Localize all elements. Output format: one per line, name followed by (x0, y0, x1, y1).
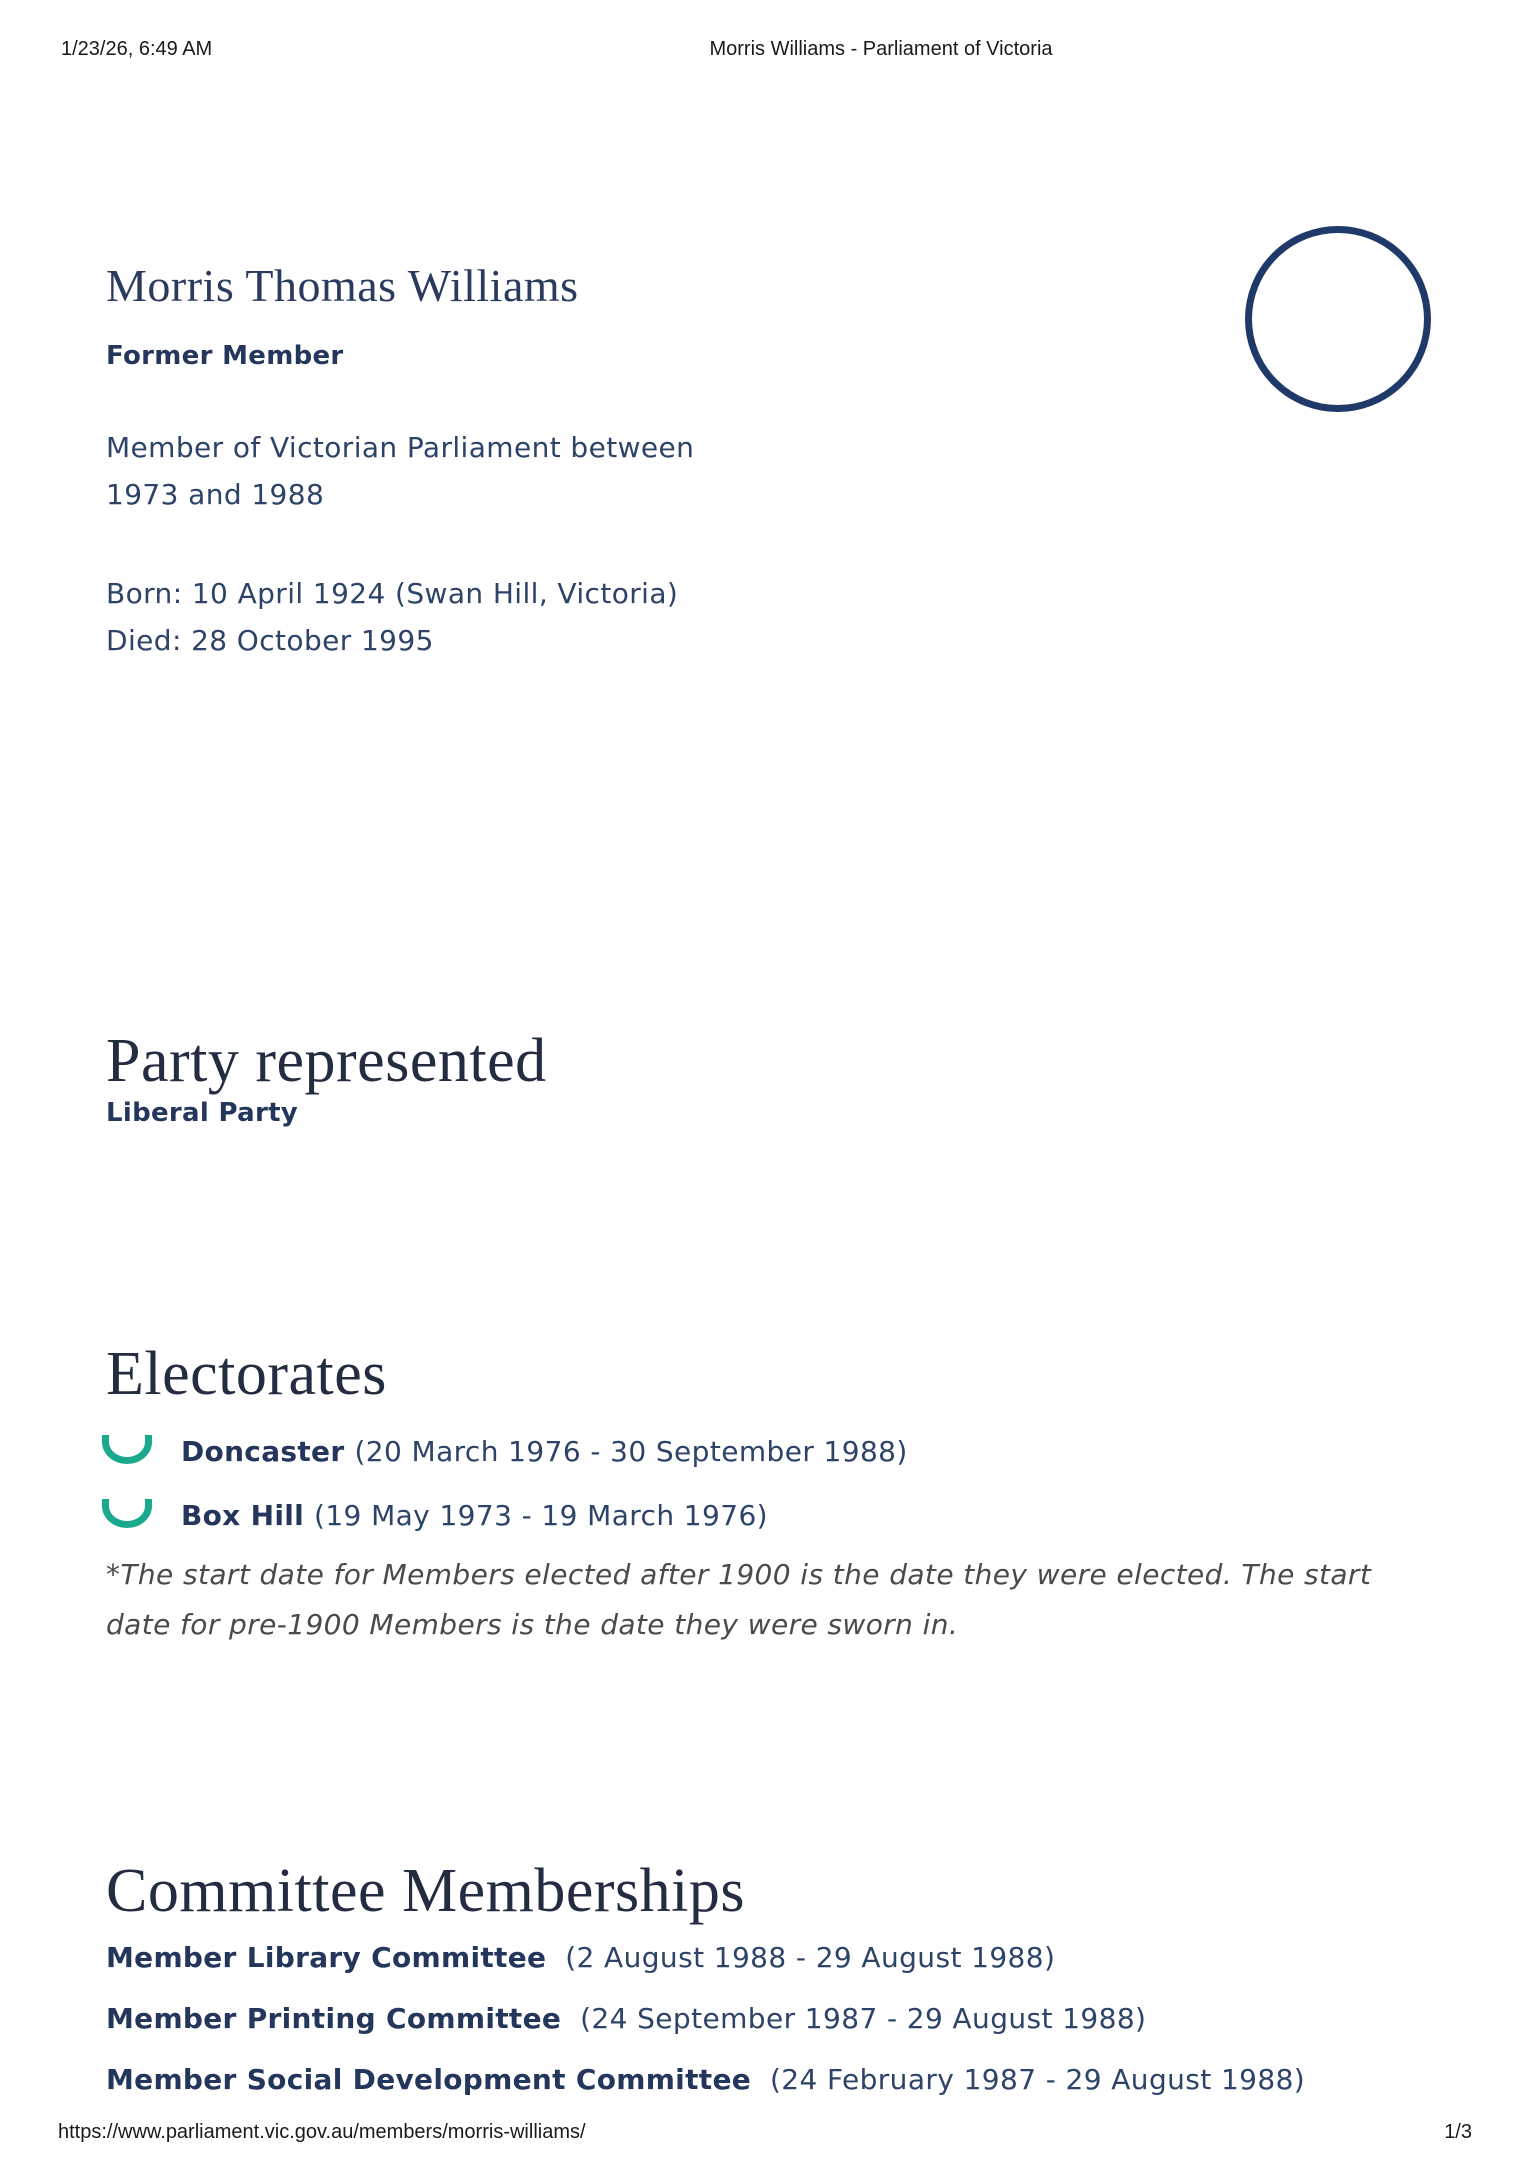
party-name: Liberal Party (106, 1098, 299, 1128)
electorate-arc-icon (102, 1435, 152, 1464)
committee-list-item (106, 1938, 1055, 1978)
committee-dates: (24 September 1987 - 29 August 1988) (580, 2002, 1147, 2035)
electorate-name: Doncaster (181, 1435, 345, 1468)
electorate-name: Box Hill (181, 1499, 305, 1532)
member-born: Born: 10 April 1924 (Swan Hill, Victoria) (106, 577, 679, 610)
committee-list-item (106, 2060, 1305, 2100)
print-footer-page-indicator: 1/3 (1444, 2121, 1472, 2143)
member-summary-line2: 1973 and 1988 (106, 478, 325, 511)
member-summary-line1: Member of Victorian Parliament between (106, 431, 695, 464)
committee-role: Member Social Development Committee (106, 2063, 752, 2096)
electorate-list-item (102, 1432, 908, 1472)
member-status-label: Former Member (106, 341, 344, 371)
electorates-footnote-line2: date for pre-1900 Members is the date they were sworn in. (106, 1608, 959, 1641)
electorates-footnote-line1: *The start date for Members elected after 1900 is the date they were elected. The start (106, 1558, 1372, 1591)
member-died: Died: 28 October 1995 (106, 624, 434, 657)
electorates-footnote (106, 1550, 1371, 1650)
portrait-placeholder-circle (1245, 226, 1431, 412)
committee-dates: (2 August 1988 - 29 August 1988) (565, 1941, 1056, 1974)
member-summary (106, 424, 694, 518)
print-header-document-title: Morris Williams - Parliament of Victoria (709, 38, 1053, 60)
committee-role: Member Library Committee (106, 1941, 547, 1974)
electorate-dates: (20 March 1976 - 30 September 1988) (354, 1435, 908, 1468)
member-name-heading: Morris Thomas Williams (106, 259, 579, 311)
electorate-list-item (102, 1496, 768, 1536)
electorate-dates: (19 May 1973 - 19 March 1976) (314, 1499, 768, 1532)
committee-list-item (106, 1999, 1146, 2039)
electorates-section-heading: Electorates (106, 1340, 387, 1409)
print-header-datetime: 1/23/26, 6:49 AM (61, 38, 213, 60)
committee-role: Member Printing Committee (106, 2002, 562, 2035)
committee-dates: (24 February 1987 - 29 August 1988) (769, 2063, 1306, 2096)
party-section-heading: Party represented (106, 1027, 547, 1096)
print-footer-url: https://www.parliament.vic.gov.au/members/morris-williams/ (58, 2121, 586, 2143)
member-life-dates (106, 570, 678, 664)
electorate-arc-icon (102, 1499, 152, 1528)
committees-section-heading: Committee Memberships (106, 1857, 746, 1926)
